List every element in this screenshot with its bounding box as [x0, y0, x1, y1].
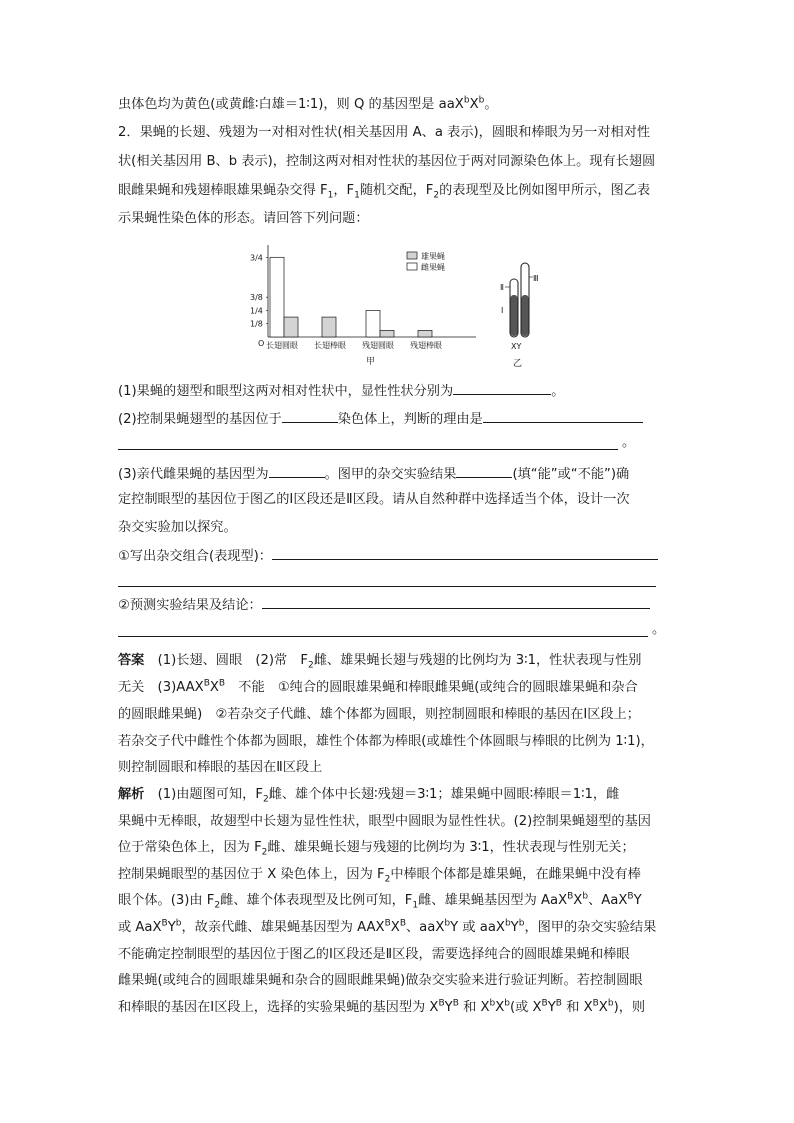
- question-2-line-2: 状(相关基因用 B、b 表示)，控制这两对相对性状的基因位于两对同源染色体上。现有长翅圆: [118, 154, 656, 169]
- answer-blank[interactable]: [282, 408, 338, 423]
- bar-male: [284, 317, 298, 337]
- text-line-0: [118, 96, 498, 114]
- text-seg: (填“能”或“不能”)确: [512, 467, 630, 482]
- y-tick-label: 1/8: [250, 319, 263, 329]
- x-chromosome-region-i: [511, 295, 518, 336]
- x-tick-label: 长翅圆眼: [266, 341, 298, 350]
- subquestion-2: [118, 408, 643, 429]
- text-seg: 和棒眼的基因在Ⅰ区段上，选择的实验果蝇的基因型为 X: [118, 1000, 439, 1015]
- answer-line-1: 答案 (1)长翅、圆眼 (2)常 $F_2$雌、雄果蝇长翅与残翅的比例均为 3∶1，性状表现与性别: [118, 653, 642, 671]
- analysis-line-5: 眼个体。(3)由 $F_2$雌、雄个体表现型及比例可知，$F_1$雌、雄果蝇基因型为 $AaX^BX^b$、AaX$^B$Y: [118, 891, 642, 911]
- text-seg: 雌、雄果蝇基因型为 AaX: [418, 893, 568, 908]
- text-seg: (3)亲代雌果蝇的基因型为: [118, 467, 269, 482]
- analysis-line-7: 不能确定控制眼型的基因位于图乙的Ⅰ区段还是Ⅱ区段，需要选择纯合的圆眼雄果蝇和棒眼: [118, 947, 630, 962]
- legend-swatch: [407, 263, 417, 270]
- answer-blank[interactable]: [453, 380, 551, 395]
- subquestion-1: [118, 380, 564, 401]
- line-end: 。: [622, 435, 636, 450]
- text-seg: 位于常染色体上，因为 F: [118, 840, 262, 855]
- analysis-line-3: 位于常染色体上，因为 $F_2$雌、雄果蝇长翅与残翅的比例均为 3∶1，性状表现与性别无关；: [118, 840, 635, 858]
- subquestion-3-line-3: 杂交实验加以探究。: [118, 520, 237, 535]
- text-seg: ②预测实验结果及结论：: [118, 598, 262, 613]
- y-chromosome-region-i: [522, 295, 529, 336]
- text-seg: (1)果蝇的翅型和眼型这两对相对性状中，显性性状分别为: [118, 384, 454, 399]
- chart-title: 甲: [366, 357, 376, 367]
- superscript: b: [478, 95, 485, 106]
- answer-line-5: 则控制圆眼和棒眼的基因在Ⅱ区段上: [118, 760, 323, 775]
- text-seg: 雌、雄果蝇长翅与残翅的比例均为 3∶1，性状表现与性别: [313, 653, 642, 668]
- text-seg: (2)控制果蝇翅型的基因位于: [118, 412, 282, 427]
- legend-swatch: [407, 252, 417, 259]
- sex-chromosome-figure: [500, 255, 550, 370]
- x-tick-label: 残翅圆眼: [362, 341, 394, 350]
- text-seg: 和 X: [566, 1000, 593, 1015]
- text-seg: 的表现型及比例如图甲所示，图乙表: [439, 183, 651, 198]
- analysis-line-1: 解析 (1)由题图可知，$F_2$雌、雄个体中长翅∶残翅＝3∶1；雄果蝇中圆眼∶棒眼＝1∶1，雌: [118, 787, 620, 805]
- x-chromosome-region-ii: [511, 280, 518, 294]
- subquestion-3-line-2: 定控制眼型的基因位于图乙的Ⅰ区段还是Ⅱ区段。请从自然种群中选择适当个体，设计一次: [118, 492, 630, 507]
- analysis-line-4: 控制果蝇眼型的基因位于 X 染色体上，因为 $F_2$中棒眼个体都是雄果蝇，在雌果蝇中没有棒: [118, 867, 641, 885]
- text-seg: 眼个体。(3)由 F: [118, 893, 215, 908]
- answer-line-4: 若杂交子代中雌性个体都为圆眼，雄性个体都为棒眼(或雄性个体圆眼与棒眼的比例为 1∶1)，: [118, 734, 654, 749]
- text-seg: 控制果蝇眼型的基因位于 X 染色体上，因为 F: [118, 867, 385, 882]
- bar-male: [418, 330, 432, 337]
- text-seg: 。图甲的杂交实验结果: [324, 467, 457, 482]
- text-seg: 雌、雄个体中长翅∶残翅＝3∶1；雄果蝇中圆眼∶棒眼＝1∶1，雌: [268, 787, 620, 802]
- answer-blank[interactable]: [456, 463, 512, 478]
- x-tick-label: 残翅棒眼: [410, 341, 442, 350]
- subscript: 1: [354, 190, 360, 201]
- answer-line[interactable]: [118, 449, 618, 450]
- text-seg: 。: [551, 384, 565, 399]
- answer-blank[interactable]: [483, 408, 643, 423]
- text-seg: 中棒眼个体都是雄果蝇，在雌果蝇中没有棒: [390, 867, 641, 882]
- bar-male: [322, 317, 336, 337]
- analysis-label: 解析: [118, 787, 145, 802]
- answer-blank[interactable]: [272, 545, 658, 560]
- text-seg: (或 X: [509, 1000, 542, 1015]
- x-tick-label: 长翅棒眼: [314, 341, 346, 350]
- text-seg: 。: [484, 97, 498, 112]
- answer-blank[interactable]: [262, 594, 650, 609]
- bar-female: [366, 310, 380, 337]
- answer-line[interactable]: [118, 636, 648, 637]
- answer-blank[interactable]: [269, 463, 325, 478]
- bar-chart-jia: [240, 240, 480, 370]
- subscript: 1: [327, 190, 334, 201]
- y-tick-label: 1/4: [250, 306, 263, 316]
- origin-label: O: [258, 339, 265, 348]
- text-seg: (1)由题图可知，F: [157, 787, 263, 802]
- text-seg: ，故亲代雌、雄果蝇基因型为 AAX: [181, 920, 385, 935]
- analysis-line-2: 果蝇中无棒眼，故翅型中长翅为显性性状，眼型中圆眼为显性性状。(2)控制果蝇翅型的基因: [118, 814, 651, 829]
- answer-label: 答案: [118, 653, 145, 668]
- bar-male: [380, 330, 394, 337]
- text-seg: X: [469, 97, 479, 112]
- label-i: Ⅰ: [501, 306, 504, 315]
- subscript: 2: [433, 190, 440, 201]
- bar-female: [270, 257, 284, 337]
- line-end: 。: [652, 622, 666, 637]
- subquestion-3-part-2: [118, 594, 650, 615]
- question-2-line-4: 示果蝇性染色体的形态。请回答下列问题：: [118, 211, 369, 226]
- question-2-line-3: [118, 182, 650, 200]
- legend-label: 雌果蝇: [421, 263, 445, 272]
- subquestion-3-part-1: [118, 545, 658, 566]
- analysis-line-8: 雌果蝇(或纯合的圆眼雄果蝇和杂合的圆眼雌果蝇)做杂交实验来进行验证判断。若控制圆眼: [118, 973, 643, 988]
- analysis-line-6: 或 $AaX^BY^b$，故亲代雌、雄果蝇基因型为 $AAX^BX^B$、aaX$^b$Y 或 $aaX^bY^b$，图甲的杂交实验结果: [118, 918, 657, 935]
- text-seg: 虫体色均为黄色(或黄雌∶白雄＝1∶1)，则 Q 的基因型是 aaX: [118, 97, 464, 112]
- text-seg: 雌、雄果蝇长翅与残翅的比例均为 3∶1，性状表现与性别无关；: [267, 840, 635, 855]
- superscript: b: [463, 95, 470, 106]
- text-seg: 无关 (3)AAX: [118, 680, 204, 695]
- text-seg: 或 AaX: [118, 920, 162, 935]
- text-seg: 或 aaX: [462, 920, 505, 935]
- label-xy: XY: [511, 342, 522, 351]
- figure-caption-yi: 乙: [513, 359, 523, 369]
- label-iii: Ⅲ: [533, 274, 539, 283]
- answer-line-2: 无关 $(3)AAX^BX^B$ 不能 ①纯合的圆眼雄果蝇和棒眼雌果蝇(或纯合的圆眼雄果蝇和杂合: [118, 678, 638, 695]
- subquestion-3: [118, 463, 629, 484]
- legend-label: 雄果蝇: [421, 252, 445, 261]
- text-seg: ，图甲的杂交实验结果: [524, 920, 657, 935]
- y-tick-label: 3/8: [250, 293, 263, 303]
- text-seg: 眼雌果蝇和残翅棒眼雄果蝇杂交得 F: [118, 183, 328, 198]
- text-seg: 和 X: [463, 1000, 490, 1015]
- answer-line-3: 的圆眼雌果蝇) ②若杂交子代雌、雄个体都为圆眼，则控制圆眼和棒眼的基因在Ⅰ区段上；: [118, 707, 640, 722]
- text-seg: (1)长翅、圆眼 (2)常 F: [157, 653, 309, 668]
- analysis-line-9: 和棒眼的基因在Ⅰ区段上，选择的实验果蝇的基因型为 $X^BY^B$ 和 $X^bX^b$(或 $X^BY^B$ 和 $X^BX^b$)，则: [118, 998, 646, 1015]
- text-seg: 不能 ①纯合的圆眼雄果蝇和棒眼雌果蝇(或纯合的圆眼雄果蝇和杂合: [238, 680, 638, 695]
- question-2-line-1: 2．果蝇的长翅、残翅为一对相对性状(相关基因用 A、a 表示)，圆眼和棒眼为另一对相对性: [118, 125, 651, 140]
- text-seg: )，则: [613, 1000, 646, 1015]
- answer-line[interactable]: [118, 586, 656, 587]
- text-seg: 随机交配，F: [359, 183, 434, 198]
- text-seg: ①写出杂交组合(表现型)：: [118, 549, 272, 564]
- text-seg: 雌、雄个体表现型及比例可知，F: [220, 893, 413, 908]
- y-tick-label: 3/4: [250, 253, 263, 263]
- label-ii: Ⅱ: [500, 283, 504, 292]
- text-seg: ，F: [333, 183, 355, 198]
- text-seg: 染色体上，判断的理由是: [337, 412, 483, 427]
